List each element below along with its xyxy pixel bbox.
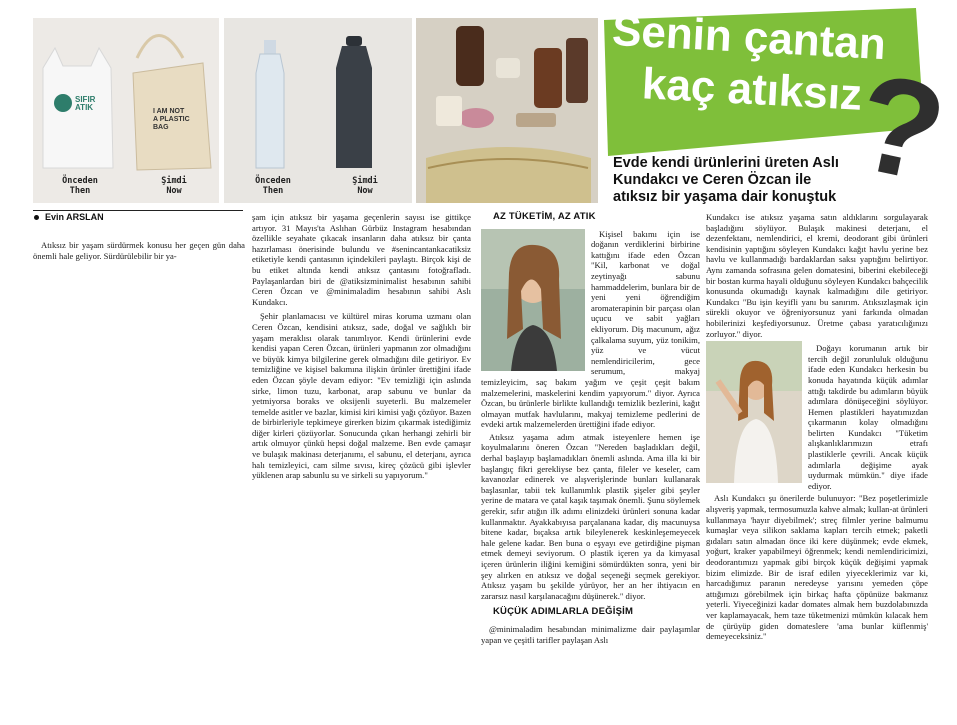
caption-now-en: Now: [166, 186, 182, 196]
caption-then-2: [228, 176, 318, 196]
deck-subtitle: Evde kendi ürünlerini üreten Aslı Kundakcı ve Ceren Özcan ile atıksız bir yaşama dair konuştuk: [613, 155, 839, 205]
question-mark: ?: [842, 43, 957, 213]
col4-para-3: Aslı Kundakcı şu önerilerde bulunuyor: "Bez poşetlerimizle alışveriş yapmak, termosumuzla kahve almak; kullan-at ürünleri kullanmaya 'hayır diyebilmek'; streç filmler yerine balmumu kumaşlar veya silikon saklama kapları tercih etmek; paketli gıdaları satın almadan önce iki kere düşünmek; evde ekmek, yoğurt, kraker yapabilmeyi öğrenmek; kendi nemlendiricimizi, deodorantımızı yapmak gibi birçok küçük değişimi yapmak bizim elimizde. Bir de israf edilen yiyeceklerimiz var ki, harcadığımız paranın neredeyse yarısını yemeden çöpe attığımızı görebilmek için birkaç hafta çöpünüze bakmanız yeterli. Yiyeceğinizi kadar domates almak hem buzdolabınızda ver kaplamayacak, hem taze tüketmenizi mümkün kılacak hem de çürüyüp giden domateslere 'ama bunlar küflenmiş' demeyeceksiniz.": [706, 493, 928, 642]
headline-line-2: kaç atıksız: [640, 59, 864, 120]
caption-then-2-en: Then: [262, 186, 284, 196]
bag-logo-line-2: ATIK: [75, 103, 94, 112]
bag-logo-text: [75, 96, 95, 112]
caption-now-tr: Şimdi: [161, 176, 187, 186]
byline-rule: [33, 210, 243, 211]
tote-line-1: I AM NOT: [153, 108, 185, 115]
col2-para-1: şam için atıksız bir yaşama geçenlerin sayısı ise gittikçe artıyor. 31 Mayıs'ta Aslıhan Gürbüz Instagram hesabından özellikle seyahate çıkacak insanların daha atıksız bir çanta hazırlaması önerisinde bulundu ve #senincantankacatiksiz etiketiyle kendi çantasının içindekileri paylaştı. Birçok kişi de bu etiket altında kendi atıksız çantasını fotoğrafladı. Paylaşanlardan biri de @atiksizminimalist hesabının sahibi Ceren Özcan ve @minimaladim hesabının sahibi Aslı Kundakcı.: [252, 212, 471, 307]
col3-para-2: Atıksız yaşama adım atmak isteyenlere hemen işe koyulmalarını öneren Özcan "Nereden başladıkları değil, derhal başlayıp başlamadıkları önemli aslında. Ama illa ki bir başlangıç fikri gerekliyse bez çanta, fileler ve keseler, cam kavanozlar edinerek ve alışverişlerinde bunları kullanarak başlasınlar, tabii tek kullanımlık plastik şişeler gibi şeyler yerine de matara ve çatal kaşık taşımak önemli. Şunu söylemek gerekir, sıfır atığın ilk adımı elinizdeki ürünleri sonuna kadar kullanmaktır. Ayakkabıyısa parçalanana kadar, diş macunuysa bitene kadar, bıçaksa artık bileylenerek keskinleşemeyecek hale gelene kadar. Ben buna o eşyayı eve getirdiğine pişman etmek demeyi seviyorum. O plastik içeren ya da kimyasal içeren ürünlerin iliğini kemiğini sömürdükten sonra, yeni bir şey alırken en atıksız ve doğal seçeneği seçmek gerekiyor. Atıksız yaşam bu şekilde yürüyor, her an her ihtiyacın en zararsız nasıl karşılanacağını düşünerek." diyor.: [481, 431, 700, 601]
portrait-ceren: [481, 229, 585, 371]
caption-now: [129, 176, 219, 196]
caption-now-2: [318, 176, 412, 196]
tote-line-3: BAG: [153, 124, 169, 131]
byline-author: Evin ARSLAN: [45, 212, 104, 222]
section-heading-2: KÜÇÜK ADIMLARLA DEĞİŞİM: [493, 606, 634, 618]
portrait-asli: [706, 341, 802, 483]
toiletries-illustration: [416, 18, 598, 203]
column-1: [33, 240, 245, 261]
col3-para-3: @minimaladim hesabından minimalizme dair paylaşımlar yapan ve çeşitli tarifler paylaşan Aslı: [481, 623, 700, 645]
photo-toiletries: [416, 18, 598, 203]
col1-para-1: Atıksız bir yaşam sürdürmek konusu her geçen gün daha önemli hale geliyor. Sürdürülebilir bir ya-: [33, 240, 245, 261]
portrait-ceren-illustration: [481, 229, 585, 371]
tote-print-text: [153, 108, 190, 132]
column-4: [706, 212, 928, 642]
column-3: [481, 210, 700, 645]
col3-para-1: Kişisel bakımı için ise doğanın verdiklerini birbirine kattığını ifade eden Özcan "Kil, karbonat ve doğal zeytinyağı sabunu hammaddelerim, bunlara bir de yeni yeni öğrendiğim aromaterapinin bir parçası olan uçucu ve sabit yağları ekliyorum. Diş macunum, ağız çalkalama suyum, yüz tonikim, yüz ve vücut nemlendiricilerim, gece serumum, makyaj temizleyicim, saç bakım yağım ve çeşit çeşit bakım malzemelerini, maskelerini kendim yapıyorum." diyor. Ayrıca Özcan, bu ürünlerle birlikte kullandığı temizlik bezlerini, kağıt olmayan mutfak havlularını, makyaj temizleme pedlerini de evdeki artık malzemelerden ürettiğini ifade ediyor.: [481, 228, 700, 430]
photo-bags: [33, 18, 219, 203]
caption-then-2-tr: Önceden: [255, 176, 291, 186]
tote-line-2: A PLASTIC: [153, 116, 190, 123]
bag-logo-line-1: SIFIR: [75, 95, 96, 104]
section-heading-1: AZ TÜKETİM, AZ ATIK: [493, 211, 596, 222]
caption-then-en: Then: [69, 186, 91, 196]
caption-then: [35, 176, 125, 196]
caption-now-2-en: Now: [357, 186, 373, 196]
column-2: [252, 212, 471, 481]
caption-now-2-tr: Şimdi: [352, 176, 378, 186]
portrait-asli-illustration: [706, 341, 802, 483]
col4-para-1: Kundakcı ise atıksız yaşama satın aldıklarını sorgulayarak başladığını söylüyor. Bulaşık makinesi deterjanı, el dezenfektanı, nemlendirici, el kremi, deodorant gibi ürünleri kendisinin yaptığını söyleyen Kundakcı kağıt havlu yerine bez havlu ve kullanmadığı bardaklardan saksı yaptığını belirtiyor. Aynı zamanda sofrasına gelen domatesini, biberini ekebileceği bir bostan kurma hayali olduğunu söyleyen Kundakcı bahçecilik konusunda okumadığı kaynak kalmadığını dile getiriyor. Kundakcı "Bu işin keyifli yanı bu sanırım. Atıksızlaşmak için sürekli okuyor ve öğreniyorsunuz yani farkında olmadan hobilerinizi keşfediyorsunuz. Üretme çabası yaratıcılığınızı zorluyor." diyor.: [706, 212, 928, 339]
photo-bottles: [224, 18, 412, 203]
col2-para-2: Şehir planlamacısı ve kültürel miras koruma uzmanı olan Ceren Özcan, kendisini atıksız, sade, doğal ve sağlıklı bir yaşam meraklısı olarak tanımlıyor. Kendi ürünlerini evde kendisi yapan Ceren Özcan, ürünleri yapmanın zor olmadığını ve büyük kimya bilgilerine gerek olmadığını dile getiriyor. Ev temizliğine ve kişisel bakımına ilişkin ürünler ürettiğini ifade eden Özcan şöyle devam ediyor: "Ev temizliği için aslında sirke, limon tuzu, karbonat, arap sabunu ve bunlar da yetmiyorsa boraks ve oksijenli suyeterli. Bu malzemeler temelde asitler ve bazlar, kimisi kiri kimisi yağı çözüyor. Bazen de birbirleriyle tepkimeye girerken bizim çıkarmak istediğimiz diğer kirleri çözüyorlar. Sonucunda çıkan herhangi zehirli bir artık olmuyor çünkü hepsi doğal malzeme. Ben evde çamaşır ve bulaşık makinası deterjanımı, el sabunu, el deterjanı, ayrıca halı temizleyici, cam silme sıvısı, kireç çözücü gibi işlevler yüklenen arap sabunlu su ve sirkeli su yapıyorum.": [252, 311, 471, 481]
caption-then-tr: Önceden: [62, 176, 98, 186]
col4-para-2: Doğayı korumanın artık bir tercih değil zorunluluk olduğunu ifade eden Kundakcı herkesin bu konuda hayatında küçük adımlar attığı takdirde bu adımların büyük adımlara dönüşeceğini söylüyor. Hemen plastikleri hayatımızdan çıkarmanın kolay olmadığını belirten Kundakcı "Tüketim alışkanlıklarımızın etrafı plastiklerle çevrili. Ancak küçük adımlarla değişime ayak uydurmak mümkün." diye ifade ediyor.: [808, 343, 928, 491]
headline-line-1: Senin çantan: [610, 5, 887, 70]
byline-marker: [34, 215, 39, 220]
